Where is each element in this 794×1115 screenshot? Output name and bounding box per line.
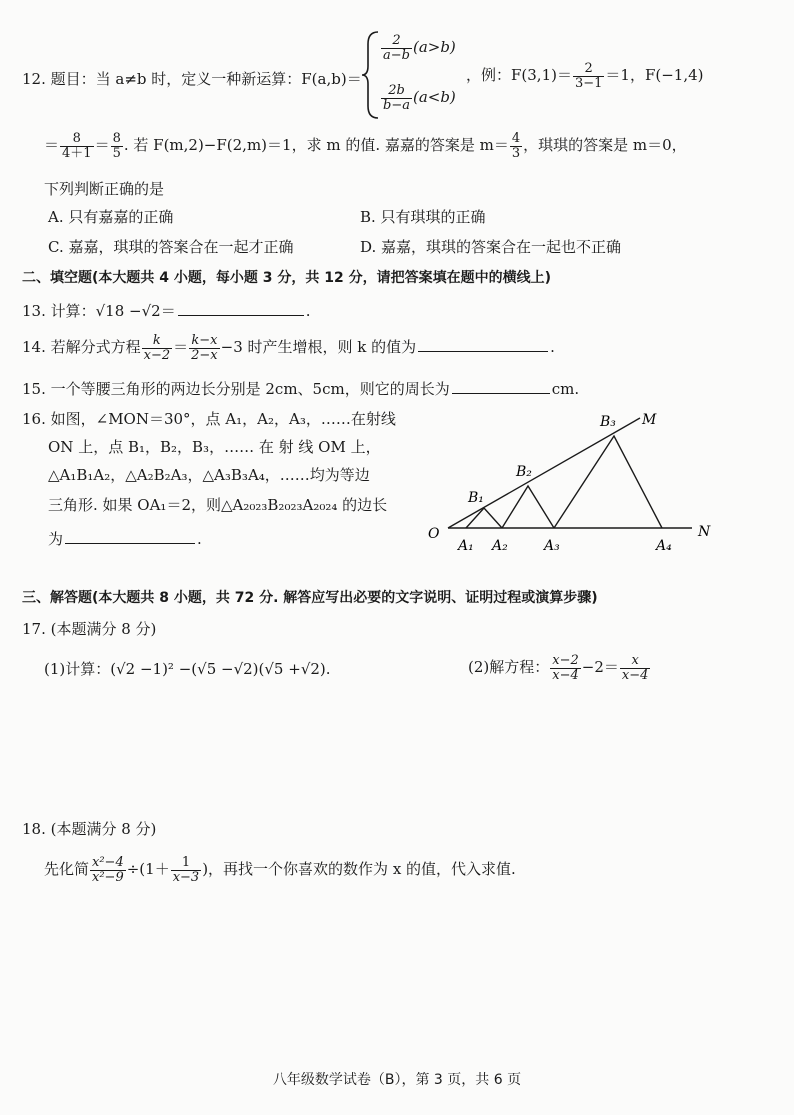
label-a3: A₃ xyxy=(544,538,560,554)
q18-body: 先化简 $\frac{\text{x²−4}}{\text{x²−9}}$ ÷(1＋ $\frac{1}{x-3}$ )，再找一个你喜欢的数作为 x 的值，代入求值. xyxy=(44,855,516,885)
label-b2: B₂ xyxy=(516,464,532,480)
q17-part2: (2)解方程： $\frac{x-2}{x-4}$ −2＝ $\frac{x}{x-4}$ xyxy=(468,653,649,683)
triangle-3 xyxy=(554,436,662,528)
label-m: M xyxy=(642,412,657,428)
q15: 15. 一个等腰三角形的两边长分别是 2cm、5cm，则它的周长为 cm. xyxy=(22,380,580,398)
q12-option-d: D. 嘉嘉，琪琪的答案合在一起也不正确 xyxy=(360,238,622,256)
q12-option-b: B. 只有琪琪的正确 xyxy=(360,208,486,226)
section2-title: 二、填空题(本大题共 4 小题，每小题 3 分，共 12 分，请把答案填在题中的横线上) xyxy=(22,270,552,286)
q17-header: 17. (本题满分 8 分) xyxy=(22,620,157,638)
page-footer: 八年级数学试卷（B），第 3 页，共 6 页 xyxy=(272,1072,522,1088)
q16-line4: 三角形. 如果 OA₁＝2，则△A₂₀₂₃B₂₀₂₃A₂₀₂₄ 的边长 xyxy=(48,496,388,514)
q16-line5: 为 . xyxy=(48,530,202,548)
q12-line2: ＝ $\frac{8}{4+1}$ ＝ $\frac{8}{5}$ . 若 F(m,2)−F(2,m)＝1，求 m 的值. 嘉嘉的答案是 m＝ $\frac{4}{3}$ ，琪琪的答案是 m＝0， xyxy=(44,131,687,161)
section3-title: 三、解答题(本大题共 8 小题，共 72 分. 解答应写出必要的文字说明、证明过程或演算步骤) xyxy=(22,590,598,606)
q17-part1: (1)计算：(√2 −1)² −(√5 −√2)(√5 +√2). xyxy=(44,660,331,678)
q12-option-c: C. 嘉嘉，琪琪的答案合在一起才正确 xyxy=(48,238,294,256)
label-b1: B₁ xyxy=(468,490,484,506)
q12-line1: 12. 题目：当 a≠b 时，定义一种新运算：F(a,b)＝ xyxy=(22,70,362,88)
triangle-1 xyxy=(466,508,502,528)
label-a1: A₁ xyxy=(458,538,474,554)
q16-line3: △A₁B₁A₂，△A₂B₂A₃，△A₃B₃A₄，……均为等边 xyxy=(48,466,370,484)
label-o: O xyxy=(428,526,440,542)
q14: 14. 若解分式方程 $\frac{k}{x-2}$ ＝ $\frac{k-x}{2-x}$ −3 时产生增根，则 k 的值为 . xyxy=(22,333,555,363)
brace-icon xyxy=(360,30,382,120)
q16-line1: 16. 如图，∠MON＝30°，点 A₁，A₂，A₃，……在射线 xyxy=(22,410,396,428)
q12-case1: $\frac{2}{a-b}$ (a>b) xyxy=(383,33,456,63)
label-n: N xyxy=(698,524,711,540)
q12-line3: 下列判断正确的是 xyxy=(44,180,165,198)
q12-example: ，例：F(3,1)＝ $\frac{2}{3-1}$ ＝1，F(−1,4) xyxy=(466,61,704,91)
q13: 13. 计算：√18 −√2＝ . xyxy=(22,302,311,320)
label-b3: B₃ xyxy=(600,414,616,430)
label-a4: A₄ xyxy=(656,538,672,554)
q16-figure xyxy=(420,400,730,560)
label-a2: A₂ xyxy=(492,538,508,554)
q12-option-a: A. 只有嘉嘉的正确 xyxy=(48,208,174,226)
q12-case2: $\frac{2b}{b-a}$ (a<b) xyxy=(383,83,456,113)
q16-line2: ON 上，点 B₁，B₂，B₃，…… 在 射 线 OM 上， xyxy=(48,438,381,456)
q12-piecewise-brace xyxy=(360,30,382,124)
q18-header: 18. (本题满分 8 分) xyxy=(22,820,157,838)
